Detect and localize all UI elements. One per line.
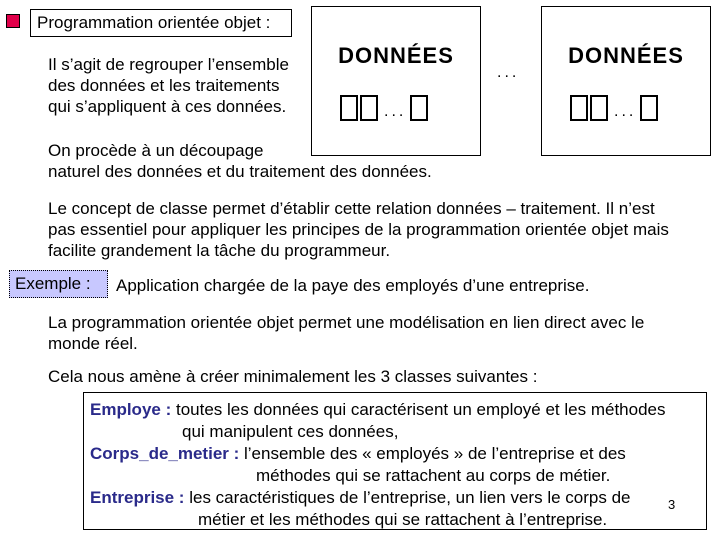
- placeholder-glyph-icon: [640, 95, 658, 121]
- class-desc: toutes les données qui caractérisent un employé et les méthodes: [171, 400, 666, 419]
- decoupage-line: On procède à un découpage: [48, 141, 264, 160]
- class-desc: les caractéristiques de l’entreprise, un lien vers le corps de: [184, 488, 631, 507]
- glyph-row: [340, 95, 480, 121]
- between-dots: ...: [497, 64, 520, 81]
- donnees-box-1: [311, 6, 481, 156]
- donnees-label: DONNÉES: [338, 43, 454, 68]
- donnees-box-2: [541, 6, 711, 156]
- bullet-square-icon: [6, 14, 20, 28]
- glyph-row: [570, 95, 710, 121]
- concept-line: pas essentiel pour appliquer les principes de la programmation orientée objet mais: [48, 220, 669, 239]
- concept-line: facilite grandement la tâche du programmeur.: [48, 241, 391, 260]
- class-entreprise: [90, 487, 630, 531]
- modelisation-paragraph: [48, 312, 708, 354]
- placeholder-glyph-icon: [590, 95, 608, 121]
- placeholder-glyph-icon: [340, 95, 358, 121]
- exemple-label: Exemple :: [9, 270, 108, 298]
- inner-dots: ...: [614, 103, 637, 120]
- donnees-label: DONNÉES: [568, 43, 684, 68]
- class-desc-cont: métier et les méthodes qui se rattachent à l’entreprise.: [198, 510, 608, 529]
- class-desc: l’ensemble des « employés » de l’entreprise et des: [239, 444, 626, 463]
- section-heading: Programmation orientée objet :: [30, 9, 292, 37]
- intro-paragraph: [48, 54, 289, 117]
- modelisation-line: monde réel.: [48, 334, 138, 353]
- placeholder-glyph-icon: [410, 95, 428, 121]
- intro-line: des données et les traitements: [48, 76, 280, 95]
- class-name: Employe :: [90, 400, 172, 419]
- decoupage-paragraph: [48, 140, 432, 182]
- class-employe: [90, 399, 666, 443]
- class-name: Entreprise :: [90, 488, 185, 507]
- placeholder-glyph-icon: [360, 95, 378, 121]
- page-number: 3: [668, 497, 676, 512]
- classes-box: [83, 392, 707, 530]
- class-desc-cont: méthodes qui se rattachent au corps de métier.: [256, 466, 611, 485]
- modelisation-line: La programmation orientée objet permet une modélisation en lien direct avec le: [48, 313, 645, 332]
- exemple-text: Application chargée de la paye des employés d’une entreprise.: [116, 276, 590, 295]
- intro-line: qui s’appliquent à ces données.: [48, 97, 287, 116]
- concept-line: Le concept de classe permet d’établir cette relation données – traitement. Il n’est: [48, 199, 655, 218]
- inner-dots: ...: [384, 103, 407, 120]
- class-corps-de-metier: [90, 443, 626, 487]
- placeholder-glyph-icon: [570, 95, 588, 121]
- amene-text: Cela nous amène à créer minimalement les 3 classes suivantes :: [48, 367, 538, 386]
- class-name: Corps_de_metier :: [90, 444, 240, 463]
- intro-line: Il s’agit de regrouper l’ensemble: [48, 55, 289, 74]
- concept-paragraph: [48, 198, 708, 261]
- class-desc-cont: qui manipulent ces données,: [182, 422, 399, 441]
- decoupage-line: naturel des données et du traitement des données.: [48, 162, 432, 181]
